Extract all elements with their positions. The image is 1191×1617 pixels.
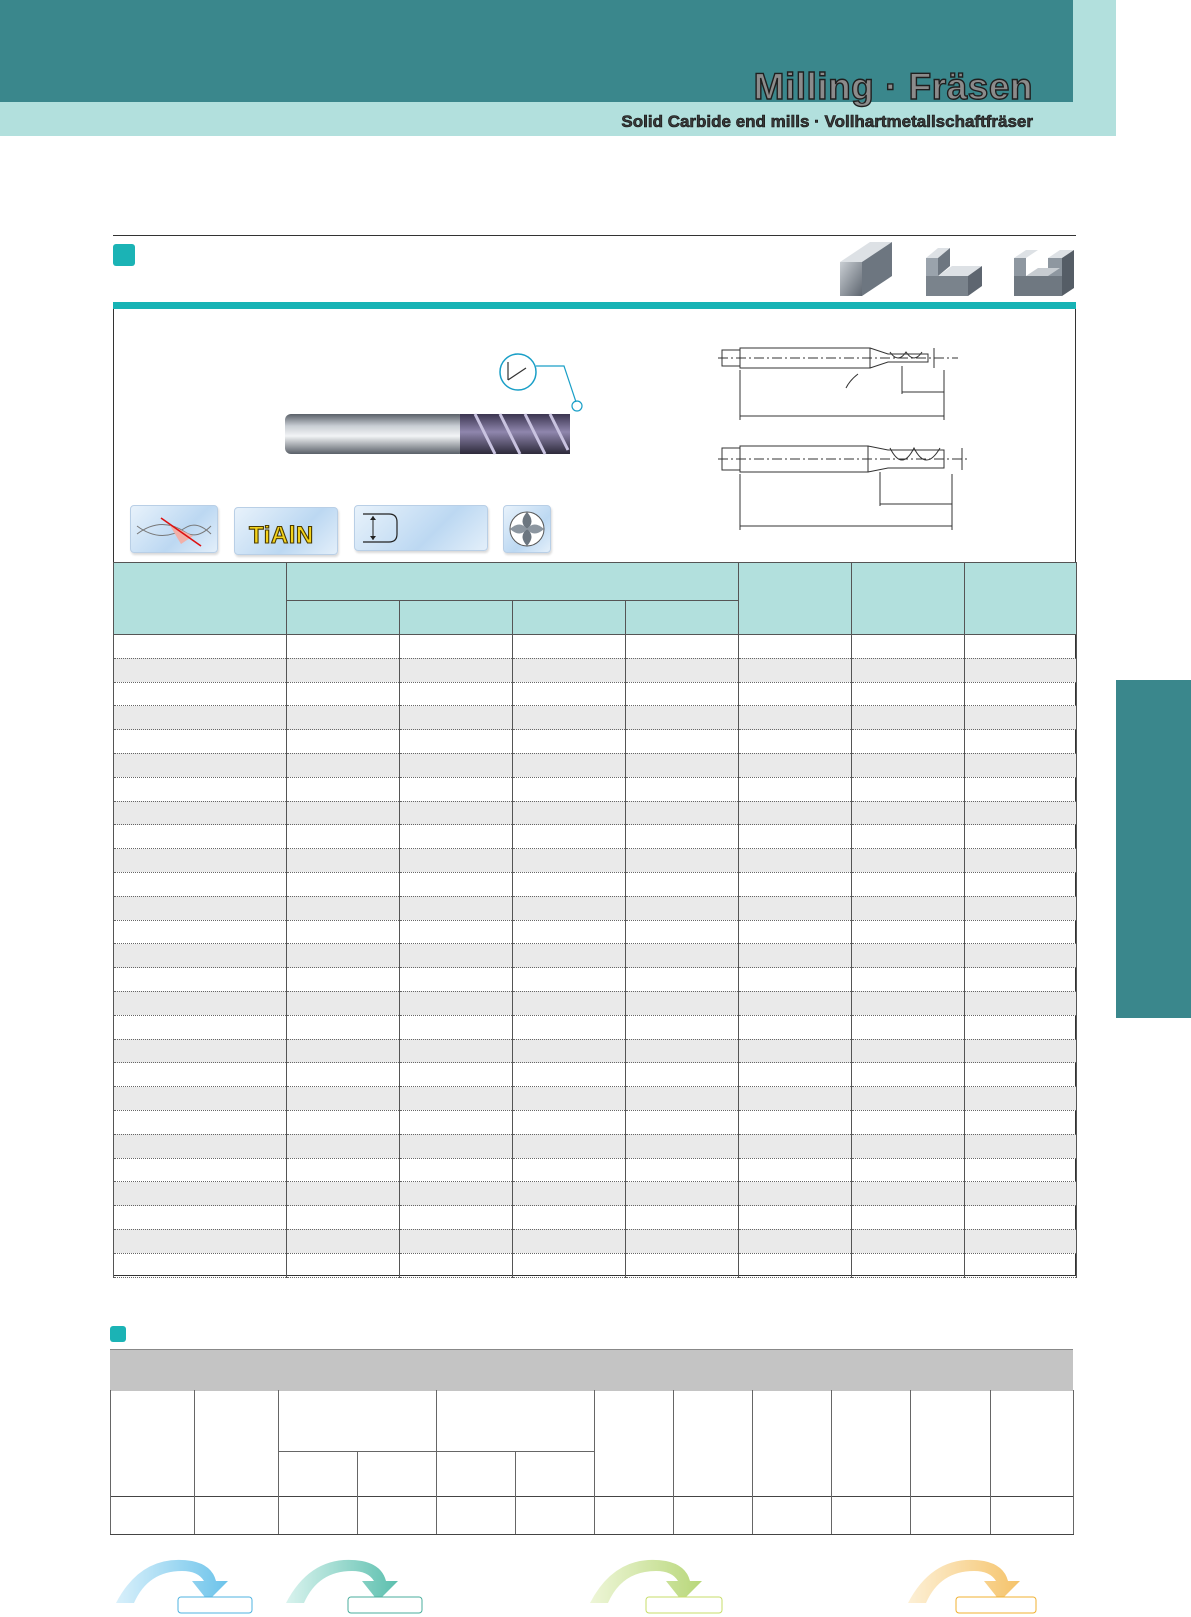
header-band-corner [1073,0,1116,102]
table-cell [965,635,1077,659]
table-row [114,849,1077,873]
table-cell [739,753,852,777]
table-cell [626,1206,739,1230]
table-cell [852,1253,965,1277]
table-cell [513,1229,626,1253]
table-cell [626,730,739,754]
flow-arrow-orange [904,1553,1054,1617]
table-cell [626,706,739,730]
table-cell [852,1182,965,1206]
cond-col-material [111,1390,195,1497]
table-cell [400,682,513,706]
table-cell [287,730,400,754]
table-cell [114,730,287,754]
table-cell [626,968,739,992]
table-cell [513,730,626,754]
table-cell [626,1039,739,1063]
table-cell [739,1039,852,1063]
table-cell [965,849,1077,873]
table-cell [852,1063,965,1087]
table-cell [287,706,400,730]
table-cell [626,1087,739,1111]
table-cell [513,896,626,920]
table-cell [626,1015,739,1039]
table-cell [114,1206,287,1230]
table-row [114,872,1077,896]
table-cell [965,1182,1077,1206]
table-cell [739,801,852,825]
col-header-d1 [287,601,400,635]
table-cell [513,1206,626,1230]
col-header-l2 [400,601,513,635]
section-marker-conditions [110,1326,126,1342]
table-cell [400,968,513,992]
shank-tolerance-icon [354,505,488,551]
table-cell [965,777,1077,801]
section-accent-bar [113,302,1076,309]
table-cell [626,635,739,659]
table-cell [852,777,965,801]
table-cell [739,1206,852,1230]
table-row [114,1158,1077,1182]
table-cell [400,825,513,849]
slot-milling-icon [1012,248,1078,298]
table-cell [852,1087,965,1111]
table-cell [114,1015,287,1039]
table-cell [114,706,287,730]
table-cell [400,849,513,873]
table-cell [400,730,513,754]
table-cell [739,896,852,920]
table-cell [626,920,739,944]
table-cell [400,1015,513,1039]
table-row [114,825,1077,849]
table-cell [114,849,287,873]
table-cell [626,991,739,1015]
table-cell [852,1229,965,1253]
table-cell [965,706,1077,730]
table-cell [626,1158,739,1182]
table-cell [287,658,400,682]
table-cell [739,872,852,896]
table-cell [513,658,626,682]
chamfer-milling-icon [838,240,896,298]
table-cell [965,920,1077,944]
cond-col-group-b [437,1390,595,1452]
table-cell [852,991,965,1015]
table-cell [400,1134,513,1158]
table-cell [400,872,513,896]
table-cell [287,991,400,1015]
table-cell [114,991,287,1015]
table-cell [852,1134,965,1158]
table-cell [852,801,965,825]
table-cell [287,1015,400,1039]
table-cell [400,706,513,730]
table-cell [287,872,400,896]
table-cell [400,1229,513,1253]
table-cell [287,753,400,777]
table-cell [114,1134,287,1158]
table-cell [513,920,626,944]
table-cell [114,1182,287,1206]
table-row [114,1063,1077,1087]
table-cell [513,872,626,896]
table-cell [739,991,852,1015]
table-cell [114,920,287,944]
table-row [114,968,1077,992]
table-cell [626,1134,739,1158]
table-cell [626,1110,739,1134]
table-cell [287,920,400,944]
conditions-header-bar [110,1349,1073,1391]
table-cell [965,1110,1077,1134]
table-cell [626,896,739,920]
chapter-side-tab[interactable] [1116,680,1191,1018]
table-row [114,1110,1077,1134]
table-cell [400,1039,513,1063]
table-cell [114,777,287,801]
table-cell [287,777,400,801]
table-cell [114,1039,287,1063]
table-cell [513,1063,626,1087]
table-cell [513,968,626,992]
table-cell [739,1229,852,1253]
table-row [114,1087,1077,1111]
cond-col-hardness [195,1390,279,1497]
table-cell [739,944,852,968]
table-cell [739,849,852,873]
table-cell [626,1253,739,1277]
table-cell [287,1063,400,1087]
table-cell [852,1110,965,1134]
table-cell [739,635,852,659]
table-cell [400,1110,513,1134]
table-row [114,944,1077,968]
table-cell [739,1110,852,1134]
table-cell [513,944,626,968]
table-cell [513,1158,626,1182]
table-cell [852,1039,965,1063]
table-cell [965,1015,1077,1039]
table-cell [852,706,965,730]
table-cell [513,682,626,706]
table-cell [852,849,965,873]
table-row [114,920,1077,944]
table-cell [513,825,626,849]
table-cell [513,991,626,1015]
table-cell [513,1134,626,1158]
shoulder-milling-icon [922,246,988,298]
table-cell [626,825,739,849]
table-cell [965,730,1077,754]
spec-table [113,562,1077,1278]
table-row [114,658,1077,682]
table-cell [287,635,400,659]
table-cell [287,1134,400,1158]
table-cell [626,1182,739,1206]
table-cell [114,944,287,968]
table-cell [965,1206,1077,1230]
table-cell [513,849,626,873]
flow-arrow-blue [112,1553,262,1617]
page-title: Milling · Fräsen [753,66,1033,107]
table-cell [287,1087,400,1111]
table-row [114,896,1077,920]
table-cell [513,1015,626,1039]
table-cell [400,944,513,968]
table-cell [739,706,852,730]
table-cell [965,1087,1077,1111]
table-cell [965,872,1077,896]
table-cell [114,1253,287,1277]
table-cell [114,753,287,777]
table-cell [114,896,287,920]
table-cell [287,1253,400,1277]
table-cell [400,777,513,801]
table-cell [739,1182,852,1206]
table-cell [400,801,513,825]
table-cell [400,1158,513,1182]
table-cell [400,1182,513,1206]
table-cell [852,1158,965,1182]
table-cell [287,1039,400,1063]
table-row [114,635,1077,659]
table-cell [852,682,965,706]
page-subtitle: Solid Carbide end mills · Vollhartmetallschaftfräser [621,112,1033,131]
table-cell [400,1087,513,1111]
table-cell [965,1253,1077,1277]
table-cell [400,1253,513,1277]
table-cell [852,1206,965,1230]
flow-arrow-green [586,1553,736,1617]
table-row [114,1015,1077,1039]
flow-arrow-teal [282,1553,432,1617]
table-cell [513,1110,626,1134]
table-cell [400,635,513,659]
table-cell [287,1110,400,1134]
table-cell [287,849,400,873]
table-cell [739,920,852,944]
col-header-d2 [626,601,739,635]
table-cell [513,1039,626,1063]
table-cell [114,801,287,825]
table-cell [114,825,287,849]
table-cell [965,896,1077,920]
table-row [114,777,1077,801]
table-cell [513,1087,626,1111]
table-cell [513,706,626,730]
table-cell [513,801,626,825]
table-cell [114,1158,287,1182]
table-row [114,1206,1077,1230]
table-cell [114,968,287,992]
table-cell [739,1087,852,1111]
table-cell [739,1015,852,1039]
table-cell [852,753,965,777]
table-row [114,1229,1077,1253]
table-row [114,1039,1077,1063]
table-cell [513,1253,626,1277]
table-cell [400,658,513,682]
table-cell [965,658,1077,682]
table-cell [287,944,400,968]
table-cell [400,991,513,1015]
table-cell [626,682,739,706]
table-cell [400,753,513,777]
table-cell [965,753,1077,777]
table-cell [965,1063,1077,1087]
table-row [114,801,1077,825]
col-header-flutes [739,563,852,635]
table-cell [287,968,400,992]
table-cell [287,1182,400,1206]
conditions-table [110,1390,1074,1535]
table-cell [626,1229,739,1253]
table-cell [400,920,513,944]
table-cell [513,753,626,777]
cond-col-group-a [279,1390,437,1452]
table-cell [965,1158,1077,1182]
table-cell [739,825,852,849]
coating-badge: TiAlN [234,507,338,555]
table-cell [852,944,965,968]
table-cell [287,1158,400,1182]
table-cell [626,1063,739,1087]
four-flute-icon [503,505,551,553]
table-cell [965,944,1077,968]
table-cell [739,682,852,706]
table-cell [965,1134,1077,1158]
table-cell [626,849,739,873]
table-cell [852,658,965,682]
col-header-dimensions [287,563,739,601]
table-cell [739,777,852,801]
table-cell [852,730,965,754]
table-cell [114,635,287,659]
table-cell [114,872,287,896]
table-cell [513,1182,626,1206]
table-cell [287,896,400,920]
end-mill-photo [280,350,600,460]
table-cell [739,968,852,992]
col-header-l1 [513,601,626,635]
table-row [114,730,1077,754]
table-cell [965,1229,1077,1253]
table-cell [965,801,1077,825]
table-cell [626,658,739,682]
table-row [114,682,1077,706]
table-cell [400,1063,513,1087]
table-cell [114,1110,287,1134]
section-marker [113,244,135,266]
table-cell [965,991,1077,1015]
table-cell [965,968,1077,992]
table-row [114,1253,1077,1277]
table-row [114,1182,1077,1206]
table-cell [626,753,739,777]
table-cell [287,1229,400,1253]
table-cell [852,968,965,992]
table-cell [114,1229,287,1253]
table-cell [626,777,739,801]
table-cell [852,872,965,896]
table-cell [114,682,287,706]
table-row [114,1134,1077,1158]
table-cell [739,658,852,682]
table-cell [739,1063,852,1087]
table-cell [739,1134,852,1158]
table-cell [852,825,965,849]
table-cell [513,635,626,659]
table-cell [114,658,287,682]
dimension-drawing [718,342,978,542]
table-cell [287,1206,400,1230]
table-cell [287,682,400,706]
table-cell [965,682,1077,706]
col-header-article [114,563,287,635]
table-cell [287,801,400,825]
table-cell [513,777,626,801]
table-row [114,991,1077,1015]
table-cell [400,1206,513,1230]
table-cell [287,825,400,849]
table-cell [852,1015,965,1039]
table-cell [965,825,1077,849]
table-cell [852,635,965,659]
table-cell [626,801,739,825]
table-cell [852,896,965,920]
table-cell [739,1253,852,1277]
table-row [114,753,1077,777]
col-header-order [965,563,1077,635]
table-cell [739,1158,852,1182]
section-divider [113,235,1076,236]
table-cell [626,872,739,896]
table-cell [114,1087,287,1111]
table-cell [626,944,739,968]
table-row [114,706,1077,730]
table-cell [965,1039,1077,1063]
table-cell [852,920,965,944]
table-cell [739,730,852,754]
table-cell [400,896,513,920]
col-header-stock [852,563,965,635]
table-cell [114,1063,287,1087]
helix-angle-icon [130,505,218,553]
